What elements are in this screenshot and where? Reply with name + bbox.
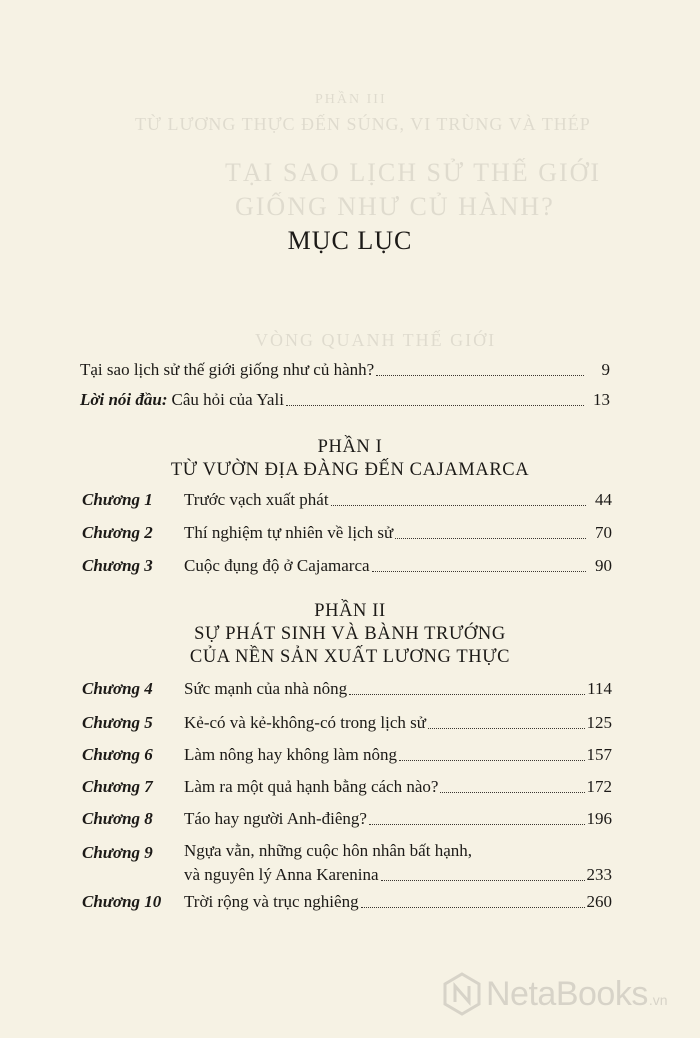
dot-leader	[331, 505, 586, 506]
watermark-suffix: .vn	[648, 992, 668, 1008]
chapter-title: Làm nông hay không làm nông	[184, 745, 397, 764]
chapter-title-continued: và nguyên lý Anna Karenina	[184, 865, 379, 884]
chapter-label: Chương 6	[82, 745, 153, 764]
toc-chapter	[82, 523, 612, 543]
chapter-title: Làm ra một quả hạnh bằng cách nào?	[184, 777, 439, 796]
toc-entry	[80, 390, 610, 410]
toc-chapter	[82, 745, 612, 765]
part-heading: PHẦN II	[314, 601, 386, 621]
watermark-logo	[442, 972, 668, 1016]
toc-chapter	[82, 841, 612, 885]
chapter-label: Chương 4	[82, 679, 153, 698]
chapter-label: Chương 1	[82, 490, 153, 509]
dot-leader	[395, 538, 586, 539]
dot-leader	[376, 375, 584, 376]
page-title: MỤC LỤC	[287, 226, 413, 255]
netabooks-logo-icon	[442, 972, 482, 1016]
toc-chapter	[82, 713, 612, 733]
bleed-through-text: PHẦN III	[315, 92, 387, 107]
page-number: 125	[586, 713, 612, 732]
dot-leader	[399, 760, 585, 761]
page-number: 196	[586, 809, 612, 828]
page-number: 9	[601, 360, 610, 379]
entry-lead: Lời nói đầu:	[80, 390, 168, 409]
chapter-title: Thí nghiệm tự nhiên về lịch sử	[184, 523, 394, 542]
toc-chapter	[82, 556, 612, 576]
dot-leader	[286, 405, 584, 406]
entry-title: Câu hỏi của Yali	[171, 390, 284, 409]
toc-entry	[80, 360, 610, 380]
part-heading: PHẦN I	[317, 437, 383, 457]
toc-chapter	[82, 809, 612, 829]
chapter-title: Ngựa vằn, những cuộc hôn nhân bất hạnh,	[184, 841, 472, 860]
dot-leader	[369, 824, 585, 825]
dot-leader	[428, 728, 585, 729]
page-number: 260	[586, 892, 612, 911]
part-subtitle: CỦA NỀN SẢN XUẤT LƯƠNG THỰC	[189, 647, 511, 667]
page-number: 172	[586, 777, 612, 796]
chapter-label: Chương 9	[82, 843, 153, 862]
dot-leader	[349, 694, 585, 695]
part-subtitle: TỪ VƯỜN ĐỊA ĐÀNG ĐẾN CAJAMARCA	[170, 460, 530, 480]
dot-leader	[372, 571, 586, 572]
toc-chapter	[82, 490, 612, 510]
chapter-title: Trời rộng và trục nghiêng	[184, 892, 359, 911]
chapter-title: Trước vạch xuất phát	[184, 490, 329, 509]
chapter-label: Chương 2	[82, 523, 153, 542]
watermark-brand: NetaBooks	[486, 974, 648, 1013]
page-number: 90	[595, 556, 612, 575]
bleed-through-text: VÒNG QUANH THẾ GIỚI	[255, 330, 497, 350]
chapter-label: Chương 10	[82, 892, 162, 911]
page-number: 70	[595, 523, 612, 542]
toc-chapter	[82, 892, 612, 912]
bleed-through-text: TỪ LƯƠNG THỰC ĐẾN SÚNG, VI TRÙNG VÀ THÉP	[135, 114, 591, 134]
page-number: 114	[587, 679, 612, 698]
dot-leader	[361, 907, 585, 908]
chapter-title: Táo hay người Anh-điêng?	[184, 809, 367, 828]
page-number: 44	[595, 490, 612, 509]
page-number: 157	[586, 745, 612, 764]
bleed-through-text: GIỐNG NHƯ CỦ HÀNH?	[235, 192, 555, 221]
dot-leader	[440, 792, 584, 793]
bleed-through-text: TẠI SAO LỊCH SỬ THẾ GIỚI	[225, 158, 602, 187]
toc-chapter	[82, 679, 612, 699]
chapter-label: Chương 3	[82, 556, 153, 575]
page-number: 233	[586, 865, 612, 884]
page-number: 13	[593, 390, 610, 409]
entry-title: Tại sao lịch sử thế giới giống như củ hành?	[80, 360, 375, 379]
chapter-label: Chương 8	[82, 809, 153, 828]
chapter-title: Kẻ-có và kẻ-không-có trong lịch sử	[184, 713, 426, 732]
chapter-title: Sức mạnh của nhà nông	[184, 679, 348, 698]
part-subtitle: SỰ PHÁT SINH VÀ BÀNH TRƯỚNG	[194, 624, 506, 644]
toc-chapter	[82, 777, 612, 797]
chapter-label: Chương 7	[82, 777, 153, 796]
chapter-title: Cuộc đụng độ ở Cajamarca	[184, 556, 370, 575]
chapter-label: Chương 5	[82, 713, 153, 732]
dot-leader	[381, 880, 585, 881]
